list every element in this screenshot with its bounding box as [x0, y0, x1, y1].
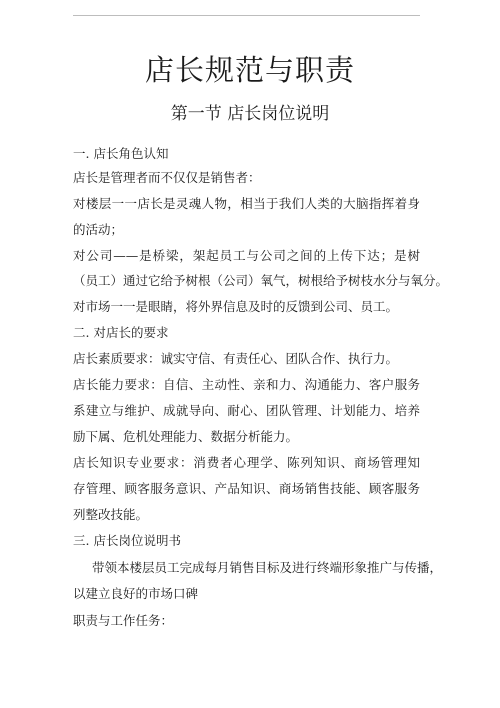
list-item: 对公司——是桥梁，架起员工与公司之间的上传下达；是树: [73, 248, 420, 263]
list-item: 店长知识专业要求：消费者心理学、陈列知识、商场管理知: [73, 455, 420, 470]
list-item: 列整改技能。: [73, 507, 149, 522]
list-item: 对市场一一是眼睛，将外界信息及时的反馈到公司、员工。: [73, 299, 399, 314]
list-item: 以建立良好的市场口碑: [73, 586, 199, 601]
list-item: 三. 店长岗位说明书: [73, 533, 181, 548]
list-item: 对楼层一一店长是灵魂人物，相当于我们人类的大脑指挥着身: [73, 196, 420, 211]
list-item: 二. 对店长的要求: [73, 325, 169, 340]
list-item: 的活动；: [73, 222, 124, 237]
list-item: 存管理、顾客服务意识、产品知识、商场销售技能、顾客服务: [73, 481, 420, 496]
list-item: 带领本楼层员工完成每月销售目标及进行终端形象推广与传播，: [92, 560, 443, 575]
list-item: 店长能力要求：自信、主动性、亲和力、沟通能力、客户服务: [73, 377, 420, 392]
list-item: 店长是管理者而不仅仅是销售者：: [73, 170, 261, 185]
list-item: 一. 店长角色认知: [73, 146, 169, 161]
list-item: 励下属、危机处理能力、数据分析能力。: [73, 429, 299, 444]
top-rule: [73, 15, 420, 16]
list-item: 职责与工作任务：: [73, 613, 174, 628]
list-item: （员工）通过它给予树根（公司）氧气，树根给予树枝水分与氧分。: [73, 273, 449, 288]
list-item: 店长素质要求：诚实守信、有责任心、团队合作、执行力。: [73, 351, 399, 366]
section-heading: 第一节 店长岗位说明: [170, 104, 330, 124]
list-item: 系建立与维护、成就导向、耐心、团队管理、计划能力、培养: [73, 403, 420, 418]
document-title: 店长规范与职责: [144, 53, 355, 87]
